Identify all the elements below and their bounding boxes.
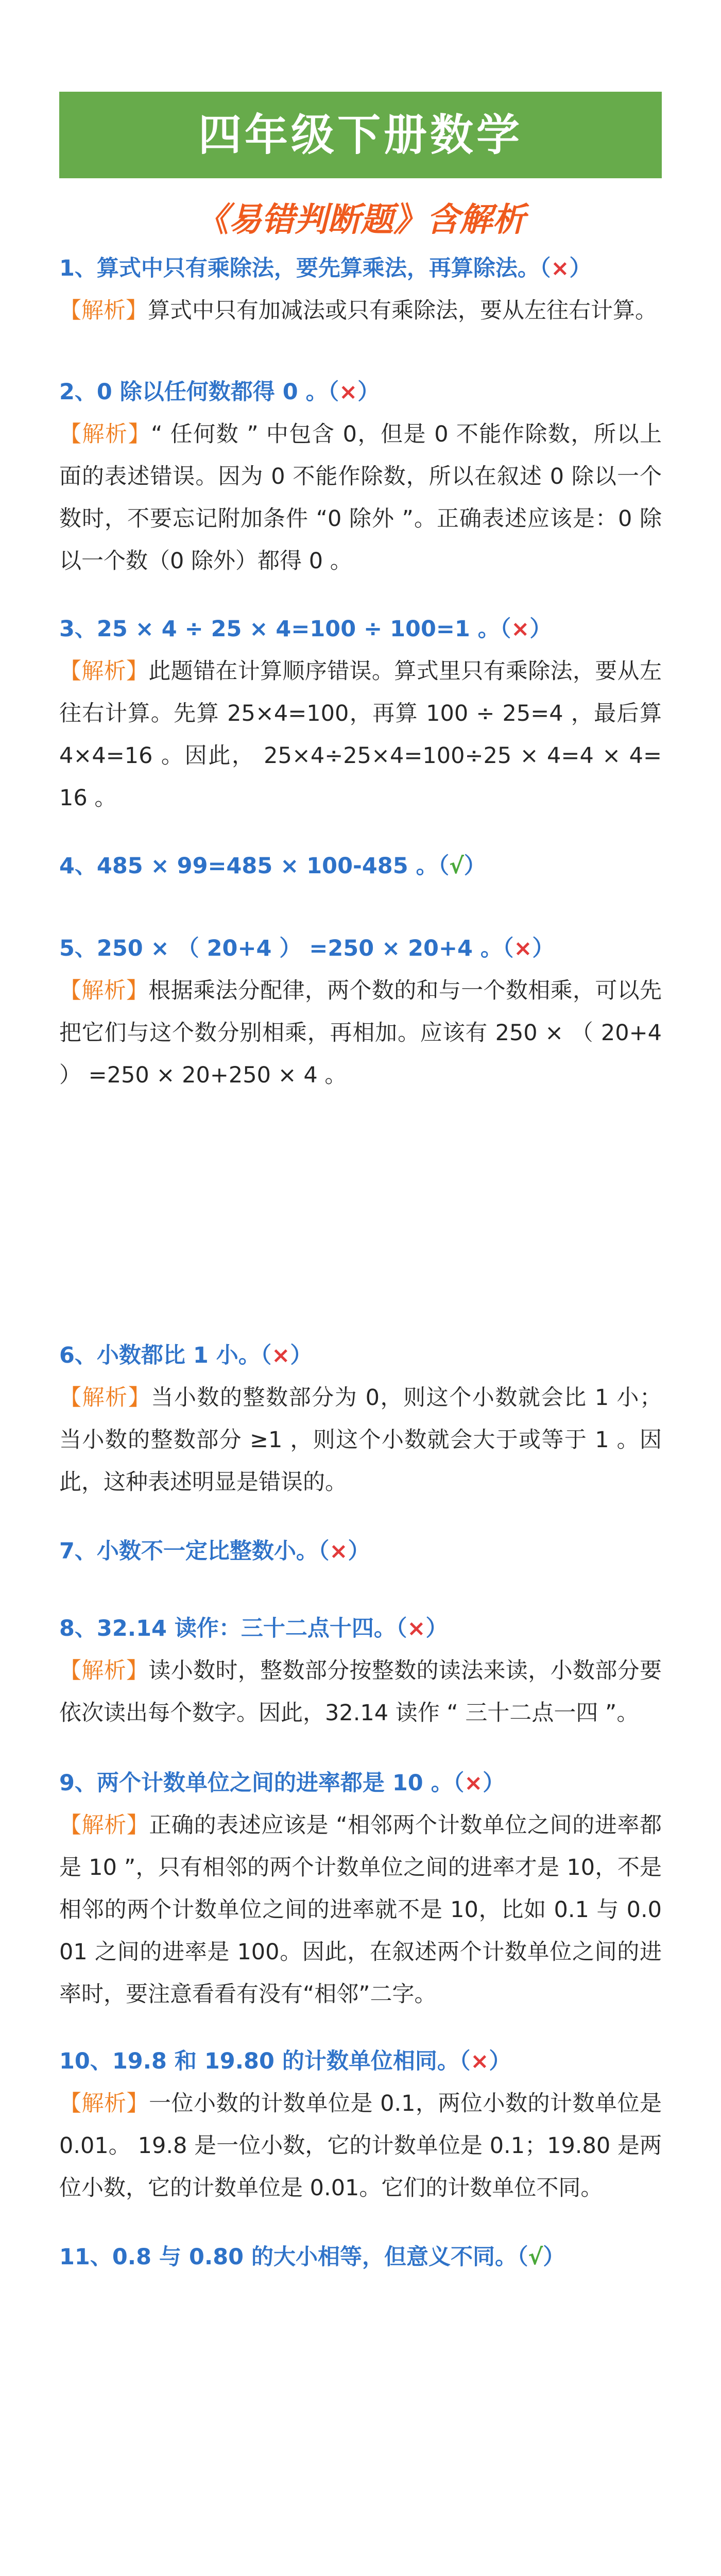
question-text: 6、小数都比 1 小。（×） <box>59 1343 313 1368</box>
analysis-text: 【解析】“ 任何数 ” 中包含 0，但是 0 不能作除数，所以上面的表述错误。因为 0 不能作除数，所以在叙述 0 除以一个数时，不要忘记附加条件 “0 除外 ”。正确表述应该是：0 除以一个数（0 除外）都得 0 。 <box>59 421 662 574</box>
cross-mark-icon: × <box>470 2048 489 2074</box>
analysis-text: 【解析】此题错在计算顺序错误。算式里只有乘除法，要从左往右计算。先算 25×4=100，再算 100 ÷ 25=4 ，最后算 4×4=16 。因此， 25×4÷25×4=100÷25 × 4=4 × 4=16 。 <box>59 658 662 811</box>
analysis-text: 【解析】当小数的整数部分为 0，则这个小数就会比 1 小；当小数的整数部分 ≥1 ，则这个小数就会大于或等于 1 。因此，这种表述明显是错误的。 <box>59 1385 662 1495</box>
analysis-tag: 【解析】 <box>59 1658 149 1684</box>
question-text: 11、0.8 与 0.80 的大小相等，但意义不同。（√） <box>59 2244 565 2270</box>
cross-mark-icon: × <box>339 379 358 405</box>
cross-mark-icon: × <box>551 256 570 281</box>
question-item-10 <box>59 2040 662 2209</box>
subtitle: 《易错判断题》含解析 <box>196 201 525 239</box>
question-text: 10、19.8 和 19.80 的计数单位相同。（×） <box>59 2048 511 2074</box>
analysis-tag: 【解析】 <box>59 2091 149 2116</box>
cross-mark-icon: × <box>513 936 533 961</box>
question-text: 9、两个计数单位之间的进率都是 10 。（×） <box>59 1770 505 1796</box>
analysis-text: 【解析】正确的表述应该是 “相邻两个计数单位之间的进率都是 10 ”，只有相邻的两个计数单位之间的进率才是 10，不是相邻的两个计数单位之间的进率就不是 10，比如 0.1 与 0.001 之间的进率是 100。因此，在叙述两个计数单位之间的进率时，要注意看看有没有“相邻”二字。 <box>59 1812 662 2007</box>
analysis-tag: 【解析】 <box>59 1812 149 1838</box>
question-item-4 <box>59 845 662 887</box>
question-item-2 <box>59 371 662 582</box>
check-mark-icon: √ <box>528 2244 543 2270</box>
question-text: 3、25 × 4 ÷ 25 × 4=100 ÷ 100=1 。（×） <box>59 616 552 642</box>
title-banner: 四年级下册数学 <box>59 92 662 178</box>
cross-mark-icon: × <box>329 1538 348 1564</box>
question-item-3 <box>59 608 662 819</box>
question-text: 4、485 × 99=485 × 100-485 。（√） <box>59 853 486 879</box>
question-item-6 <box>59 1334 662 1503</box>
question-item-11 <box>59 2236 662 2278</box>
analysis-tag: 【解析】 <box>59 298 148 324</box>
question-item-9 <box>59 1762 662 2015</box>
question-item-8 <box>59 1607 662 1734</box>
analysis-text: 【解析】读小数时，整数部分按整数的读法来读，小数部分要依次读出每个数字。因此，32.14 读作 “ 三十二点一四 ”。 <box>59 1658 662 1726</box>
question-text: 8、32.14 读作：三十二点十四。（×） <box>59 1616 448 1641</box>
question-item-1 <box>59 247 662 332</box>
analysis-tag: 【解析】 <box>59 658 149 684</box>
cross-mark-icon: × <box>511 616 530 642</box>
analysis-text: 【解析】算式中只有加减法或只有乘除法，要从左往右计算。 <box>59 298 657 324</box>
check-mark-icon: √ <box>449 853 464 879</box>
analysis-tag: 【解析】 <box>59 1385 151 1411</box>
question-text: 2、0 除以任何数都得 0 。（×） <box>59 379 380 405</box>
question-text: 1、算式中只有乘除法，要先算乘法，再算除法。（×） <box>59 256 592 281</box>
analysis-text: 【解析】一位小数的计数单位是 0.1，两位小数的计数单位是 0.01。 19.8 是一位小数，它的计数单位是 0.1；19.80 是两位小数，它的计数单位是 0.01。它们的计数单位不同。 <box>59 2091 662 2201</box>
question-text: 7、小数不一定比整数小。（×） <box>59 1538 370 1564</box>
analysis-tag: 【解析】 <box>59 978 149 1004</box>
cross-mark-icon: × <box>464 1770 483 1796</box>
analysis-text: 【解析】根据乘法分配律，两个数的和与一个数相乘，可以先把它们与这个数分别相乘，再相加。应该有 250 × （ 20+4 ） =250 × 20+250 × 4 。 <box>59 978 662 1088</box>
question-item-7 <box>59 1530 662 1572</box>
question-text: 5、250 × （ 20+4 ） =250 × 20+4 。（×） <box>59 936 555 961</box>
cross-mark-icon: × <box>271 1343 290 1368</box>
question-item-5 <box>59 927 662 1096</box>
analysis-tag: 【解析】 <box>59 421 151 447</box>
cross-mark-icon: × <box>407 1616 426 1641</box>
